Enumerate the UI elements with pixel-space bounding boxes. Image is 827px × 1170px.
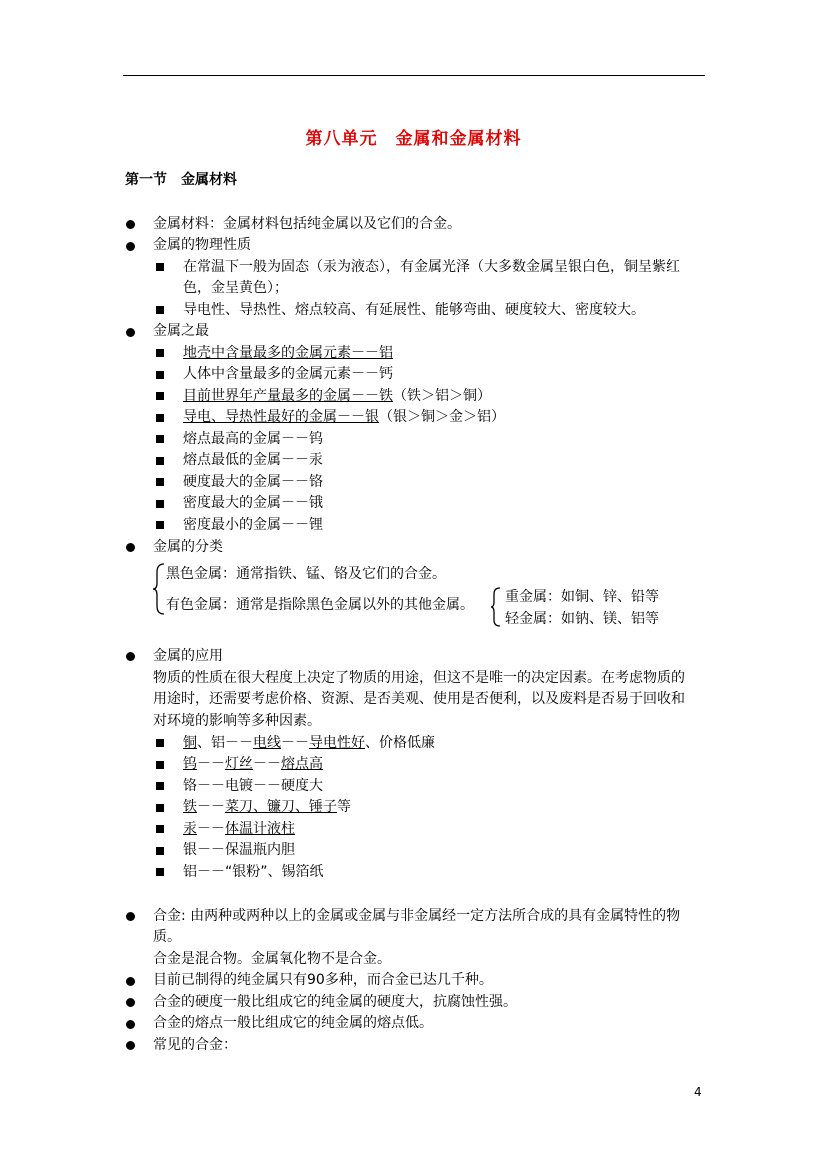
- bullet-square: [156, 306, 164, 314]
- list-item: [183, 733, 435, 753]
- bullet-dot: [126, 998, 135, 1007]
- bullet-dot: [126, 977, 135, 986]
- list-text: －－: [197, 799, 225, 815]
- paragraph-line: 目前已制得的纯金属只有90多种，而合金已达几千种。: [153, 972, 493, 988]
- paragraph-line: 合金的熔点一般比组成它的纯金属的熔点低。: [153, 1015, 433, 1031]
- bullet-dot: [126, 912, 135, 921]
- bullet-square: [156, 825, 164, 833]
- paragraph-line: 色，金呈黄色）；: [183, 280, 288, 296]
- underlined-text: 体温计液柱: [225, 821, 295, 837]
- list-item: 铬－－电镀－－硬度大: [183, 778, 323, 794]
- bullet-square: [156, 761, 164, 769]
- list-item: [183, 797, 351, 817]
- paragraph-line: 金属的应用: [153, 648, 223, 664]
- list-item: 人体中含量最多的金属元素－－钙: [183, 366, 393, 382]
- paragraph-line: 对环境的影响等多种因素。: [153, 713, 321, 729]
- paragraph-line: 质。: [153, 929, 181, 945]
- paragraph-line: 物质的性质在很大程度上决定了物质的用途，但这不是唯一的决定因素。在考虑物质的: [153, 670, 685, 686]
- list-item: 密度最小的金属－－锂: [183, 517, 323, 533]
- bullet-square: [156, 349, 164, 357]
- list-item: [183, 754, 323, 774]
- bullet-square: [156, 435, 164, 443]
- paragraph-line: 用途时，还需要考虑价格、资源、是否美观、使用是否便利，以及废料是否易于回收和: [153, 691, 685, 707]
- unit-title: 第八单元 金属和金属材料: [305, 129, 522, 149]
- paragraph-line: 在常温下一般为固态（汞为液态），有金属光泽（大多数金属呈银白色，铜呈紫红: [183, 259, 680, 275]
- list-item: [183, 386, 491, 406]
- underlined-text: 熔点高: [281, 756, 323, 772]
- list-text: －－: [197, 756, 225, 772]
- bullet-dot: [126, 543, 135, 552]
- left-brace-icon: [490, 586, 502, 628]
- page-number: 4: [694, 1085, 702, 1099]
- left-brace-icon: [152, 562, 166, 616]
- underlined-text: 导电性好: [309, 735, 365, 751]
- list-item: 熔点最低的金属－－汞: [183, 452, 323, 468]
- underlined-text: 导电、导热性最好的金属－－银: [183, 409, 379, 425]
- paragraph-line: 常见的合金：: [153, 1037, 237, 1053]
- header-rule: [123, 75, 705, 76]
- list-item: [183, 407, 505, 427]
- bullet-dot: [126, 652, 135, 661]
- list-item: [183, 819, 295, 839]
- bullet-square: [156, 521, 164, 529]
- classification-line: 轻金属：如钠、镁、铝等: [505, 611, 659, 627]
- underlined-text: 铜: [183, 735, 197, 751]
- bullet-square: [156, 392, 164, 400]
- list-item: 密度最大的金属－－锇: [183, 495, 323, 511]
- bullet-dot: [126, 1041, 135, 1050]
- paragraph-line: 导电性、导热性、熔点较高、有延展性、能够弯曲、硬度较大、密度较大。: [183, 302, 645, 318]
- bullet-square: [156, 457, 164, 465]
- bullet-square: [156, 868, 164, 876]
- list-text: 、价格低廉: [365, 735, 435, 751]
- underlined-text: 电线: [253, 735, 281, 751]
- list-item: 银－－保温瓶内胆: [183, 842, 295, 858]
- underlined-text: 灯丝: [225, 756, 253, 772]
- bullet-square: [156, 847, 164, 855]
- underlined-text: 汞: [183, 821, 197, 837]
- list-text: －－: [253, 756, 281, 772]
- bullet-dot: [126, 1020, 135, 1029]
- bullet-square: [156, 804, 164, 812]
- bullet-square: [156, 500, 164, 508]
- underlined-text: 地壳中含量最多的金属元素－－铝: [183, 345, 393, 361]
- paragraph-line: 金属的物理性质: [153, 237, 251, 253]
- list-text: 、铝－－: [197, 735, 253, 751]
- classification-line: 重金属：如铜、锌、铅等: [505, 589, 659, 605]
- underlined-text: 钨: [183, 756, 197, 772]
- list-text: （银＞铜＞金＞铝）: [379, 409, 505, 425]
- list-text: 等: [337, 799, 351, 815]
- underlined-text: 目前世界年产量最多的金属－－铁: [183, 388, 393, 404]
- paragraph-line: 合金: 由两种或两种以上的金属或金属与非金属经一定方法所合成的具有金属特性的物: [153, 908, 681, 924]
- bullet-dot: [126, 220, 135, 229]
- classification-line: 黑色金属：通常指铁、锰、铬及它们的合金。: [166, 566, 446, 582]
- paragraph-line: 金属材料：金属材料包括纯金属以及它们的合金。: [153, 216, 461, 232]
- list-item: [183, 343, 393, 363]
- bullet-dot: [126, 328, 135, 337]
- classification-line: 有色金属：通常是指除黑色金属以外的其他金属。: [166, 597, 474, 613]
- bullet-square: [156, 782, 164, 790]
- list-text: （铁＞铝＞铜）: [393, 388, 491, 404]
- paragraph-line: 金属的分类: [153, 539, 223, 555]
- list-text: －－: [197, 821, 225, 837]
- section-heading: 第一节 金属材料: [125, 172, 237, 188]
- paragraph-line: 合金的硬度一般比组成它的纯金属的硬度大，抗腐蚀性强。: [153, 994, 517, 1010]
- list-item: 硬度最大的金属－－铬: [183, 474, 323, 490]
- bullet-square: [156, 414, 164, 422]
- list-text: －－: [281, 735, 309, 751]
- list-item: 熔点最高的金属－－钨: [183, 431, 323, 447]
- bullet-square: [156, 263, 164, 271]
- bullet-square: [156, 739, 164, 747]
- underlined-text: 铁: [183, 799, 197, 815]
- paragraph-line: 合金是混合物。金属氧化物不是合金。: [153, 951, 391, 967]
- list-item: 铝－－“银粉”、锡箔纸: [183, 864, 324, 880]
- paragraph-line: 金属之最: [153, 323, 209, 339]
- underlined-text: 菜刀、镰刀、锤子: [225, 799, 337, 815]
- bullet-dot: [126, 242, 135, 251]
- bullet-square: [156, 478, 164, 486]
- bullet-square: [156, 371, 164, 379]
